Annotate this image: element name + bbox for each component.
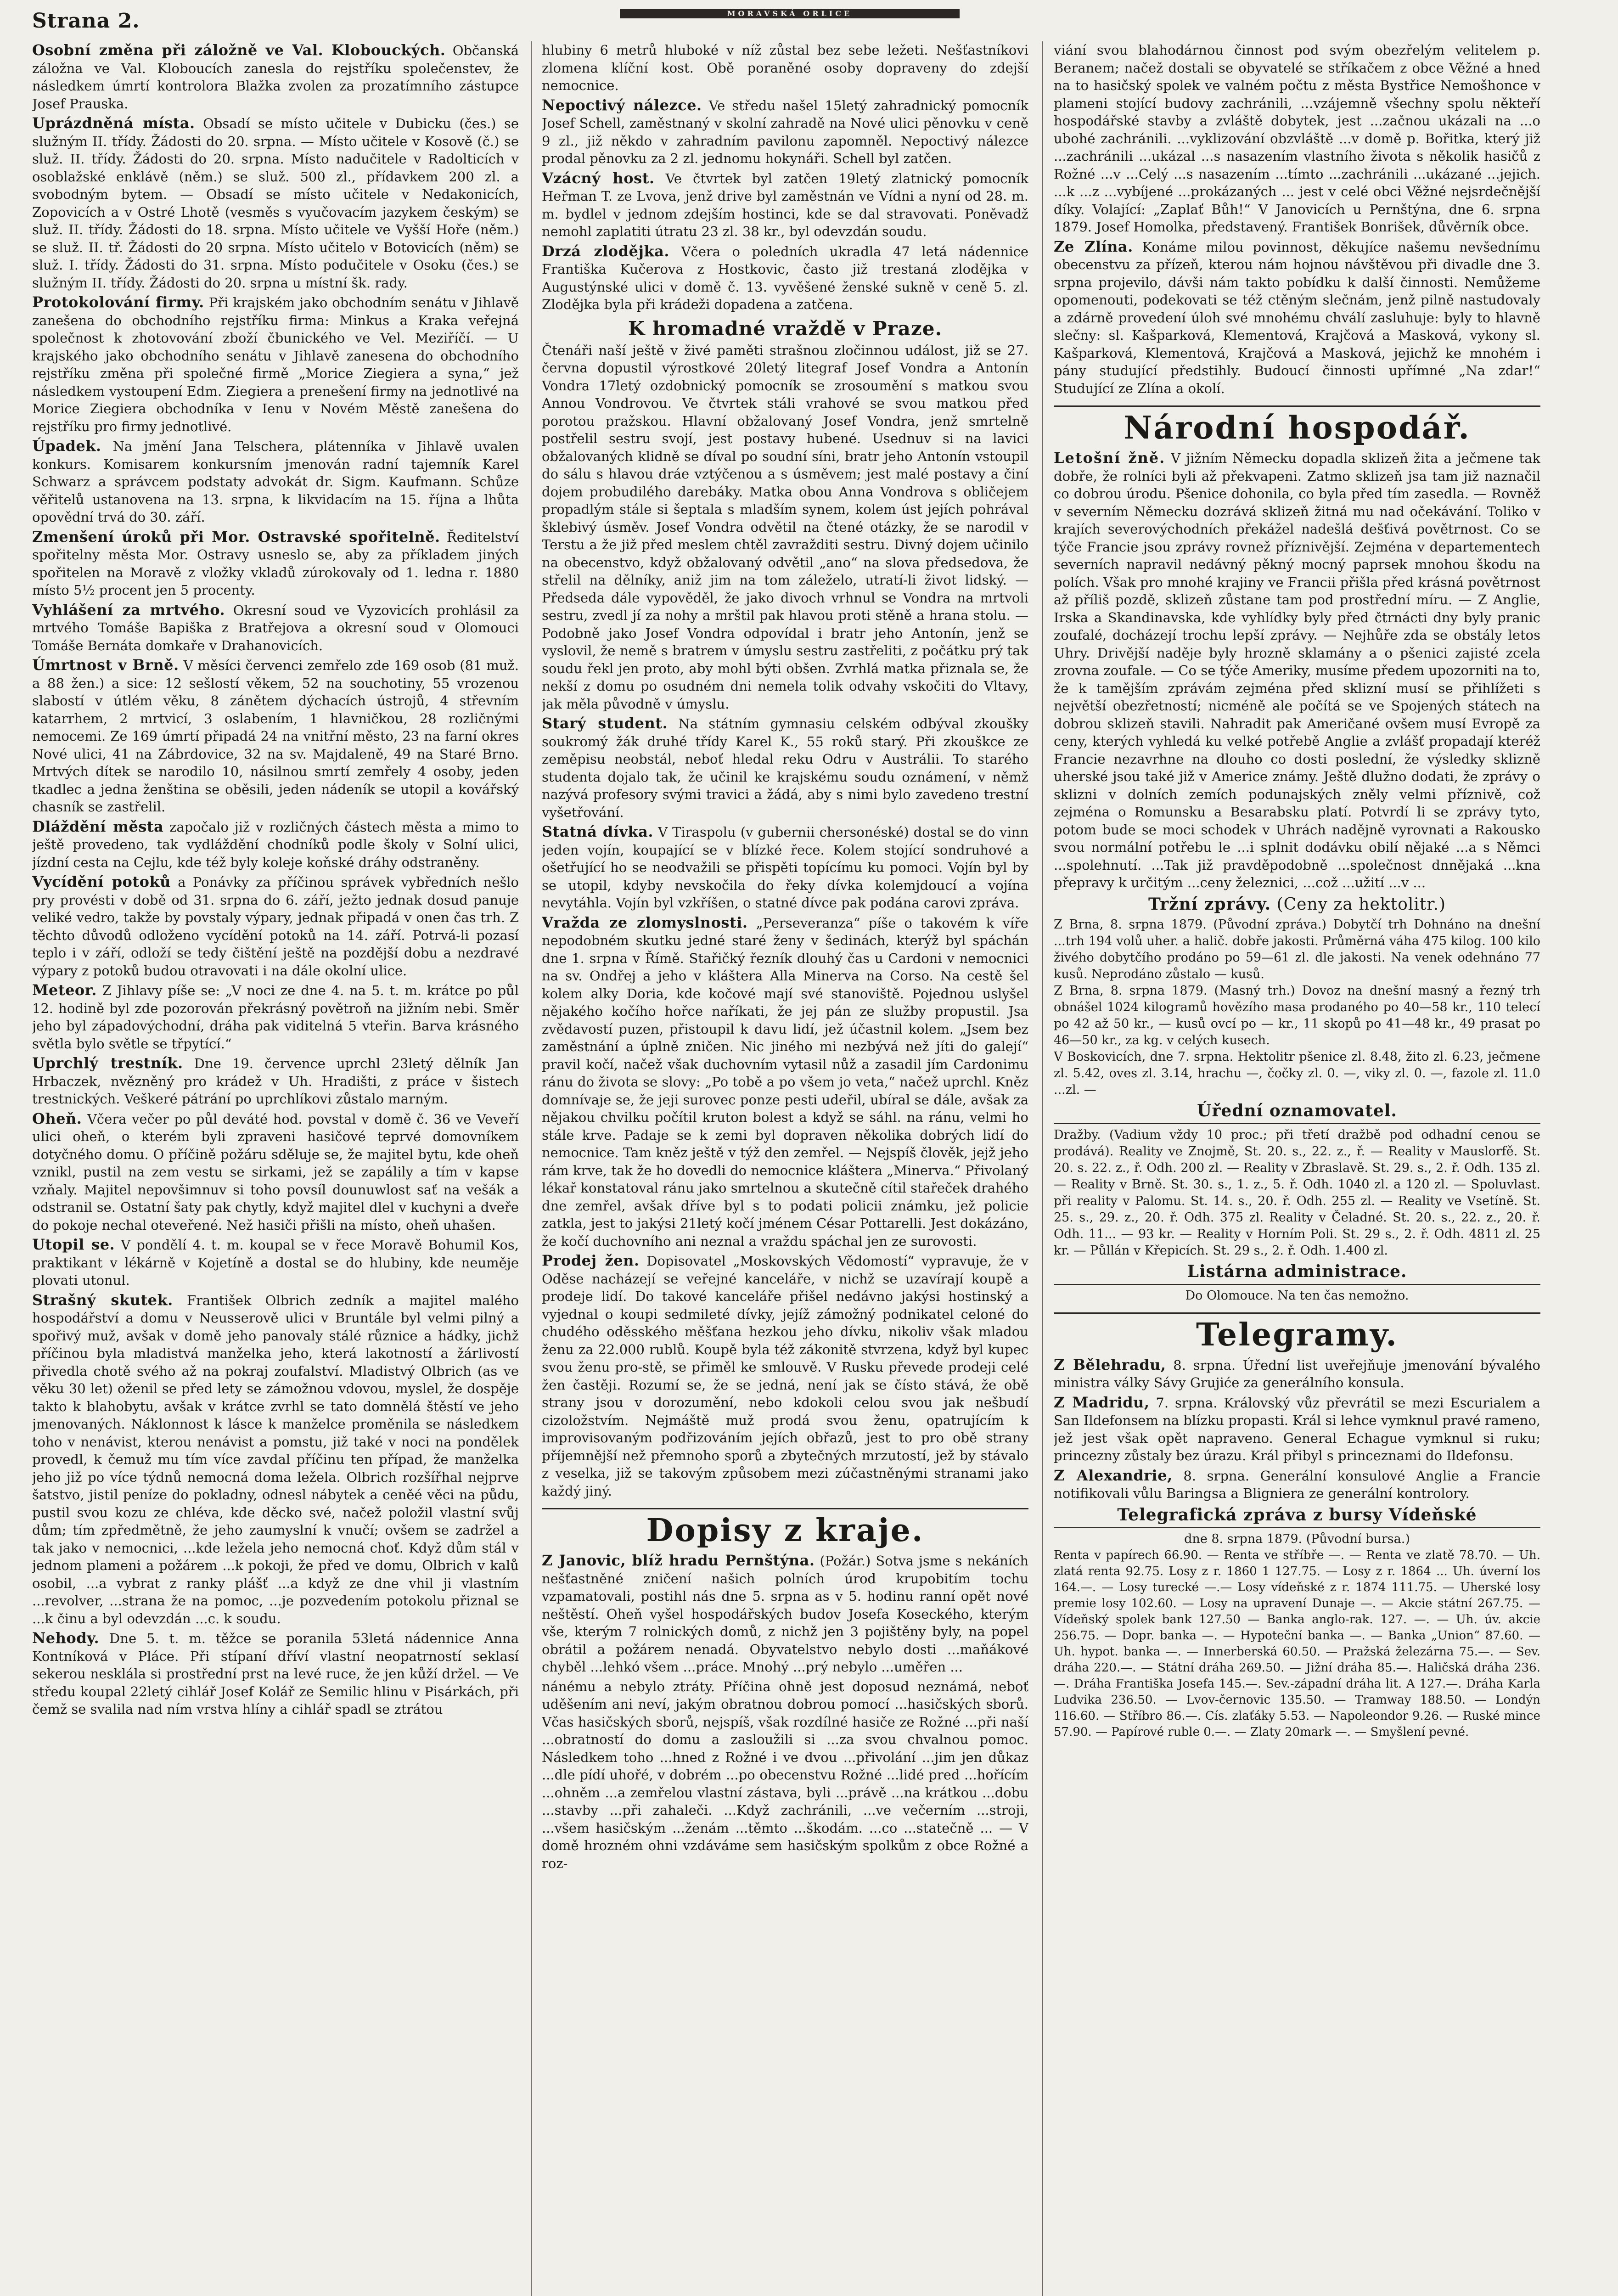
article-headline: Osobní změna při záložně ve Val. Klobouckých. xyxy=(32,41,446,59)
article-headline: Vycídění potoků xyxy=(32,873,171,890)
article-headline: Letošní žně. xyxy=(1054,449,1166,467)
article-body: Dne 5. t. m. těžce se poranila 53letá nádennice Anna Kontníková v Pláce. Při stípaní dříví vlastní neopatrností seklasí sekerou nesklála si prostřední prst na levé ruce, že jen kůží držel. — Ve středu koupal 22letý cihlář Josef Kolář ze Semilic hlinu v Pisárkách, při čemž se svalila nad ním vrstva hlíny a cihlář spadl se ztrátou xyxy=(32,1631,519,1717)
article-headline: Drzá zlodějka. xyxy=(542,242,669,260)
article xyxy=(32,437,519,526)
section-title: Dopisy z kraje. xyxy=(542,1508,1028,1549)
column-divider xyxy=(531,41,532,2296)
article xyxy=(542,1552,1028,1676)
article xyxy=(1054,238,1540,398)
article-body: Sotva jsme s nekáních nešťastněné zničení našich polních úrod krupobitím tochu vzpamatovali, postihl nás dne 5. srpna as v 5. hodinu ranní opět nové neštěstí. Oheň vyšel hospodářských budov Josefa Koseckého, kterým vše, kterým 7 rolnických domů, z nichž jen 3 pojištěny byly, na popel obrátil a požárem nenadá. Obyvatelstvo nebylo dosti ...maňákové chyběl ...lehkó všem ...práce. Mnohý ...prý nebylo ...uměřen ... xyxy=(542,1553,1028,1675)
article-headline: Uprchlý trestník. xyxy=(32,1054,183,1072)
article-headline: Z Janovic, blíž hradu Pernštýna. xyxy=(542,1552,815,1569)
article xyxy=(32,41,519,113)
article-body: 8. srpna. Generální konsulové Anglie a Francie notifikovali vůlu Baringsa a Bligniera ze generální kontrolory. xyxy=(1054,1468,1540,1501)
article-headline: Protokolování firmy. xyxy=(32,293,204,311)
article xyxy=(32,1054,519,1108)
article-body: viání svou blahodárnou činnost pod svým obezřelým velitelem p. Beranem; načež dostali se obyvatelé se stříkačem z obce Věžné a hned na to hasičský spolek ve valném počtu z města Bystřice Nemošhonce v plameni stojící budovy zachránili, ...vzájemně všechny spolu někteří hospodářské stavby a zvláště dobytek, jest ...začnou ukázali na ...o ubohé zachránili. ...vyklizování obzvláště ...v domě p. Bořitka, který již ...zachránili ...ukázal ...s nasazením vlastního života s několik hasičů z Rožné ...v ...Celý ...s nasazením ...tímto ...zachránili ...ukázané ...jejich. ...k ...z ...vybíjené ...prokázaných ... jest v celé obci Věžné nejsrdečnější díky. Volající: „Zaplať Bůh!“ V Janovicích u Pernštýna, dne 6. srpna 1879. Josef Homolka, představený. František Bonrišek, důvěrník obce. xyxy=(1054,42,1540,235)
article-headline: Strašný skutek. xyxy=(32,1291,173,1309)
article xyxy=(542,823,1028,912)
article-body: započalo již v rozličných částech města a mimo to ještě provedeno, tak vydláždění chodníků podle školy v Solní ulici, jízdní cesta na Cejlu, kde též byly koleje koňské dráhy odstraněny. xyxy=(32,819,519,870)
article-body: Z Jihlavy píše se: „V noci ze dne 4. na 5. t. m. krátce po půl 12. hodině byl zde pozorován překrásný povětroň na jižním nebi. Směr jeho byl západovýchodní, dráha pak viditelná 5 vteřin. Barva krásného světla bylo světle se třpytící.“ xyxy=(32,983,519,1052)
article-headline: Vzácný host. xyxy=(542,169,655,187)
article-body: Včera večer po půl deváté hod. povstal v domě č. 36 ve Veveří ulici oheň, o kterém byli zpraveni hasičové teprvé domovníkem dotyčného domu. O příčině požáru sděluje se, že majitel bytu, kde oheň vznikl, pustil na zem vestu se sirkami, jež se zapálily a tím v kapse vzňaly. Majitel nepovšimnuv si toho povsíl dounuwlost sať na vešák a odstranil se. Ostatní šaty pak chytly, když majitel dlel v kuchyni a dveře do pokoje nechal oteveřené. Než hasiči přišli na místo, oheň uhašen. xyxy=(32,1111,519,1233)
article-body: V Tiraspolu (v gubernii chersonéské) dostal se do vinn jeden vojín, koupající se v blízké řece. Kolem stojící sondruhové a ošetřující ho se neodvažili se přispěti topícímu ku pomoci. Vojín byl by se utopil, kdyby nevskočila do řeky dívka kolemjdoucí a vojína nevytáhla. Vojín byl vzkříšen, o statné dívce pak podána carovi zpráva. xyxy=(542,824,1028,911)
article-headline: Nehody. xyxy=(32,1629,100,1647)
article xyxy=(32,601,519,655)
article-body: Na jmění Jana Telschera, plátenníka v Jihlavě uvalen konkurs. Komisarem konkursním jmenován radní tajemník Karel Schwarz a správcem podstaty advokát dr. Sigm. Kaufmann. Schůze věřitelů ustanovena na 13. srpna, k likvidacím na 15. října a lhůta opovědní trvá do 30. září. xyxy=(32,439,519,525)
notice-text: Dražby. (Vadium vždy 10 proc.; při třetí dražbě pod odhadní cenou se prodává). Reality ve Znojmě, St. 20. s., 22. z., ř. — Reality v Mauslorfě. St. 20. s. 22. z., ř. Odh. 200 zl. — Reality v Zbraslavě. St. 29. s., 2. ř. Odh. 135 zl. — Reality v Brně. St. 30. s., 1. z., 5. ř. Odh. 1040 zl. a 120 zl. — Spoluvlast. při reality v Palomu. St. 14. s., 20. ř. Odh. 255 zl. — Reality ve Vsetíně. St. 25. s., 29. z., 20. ř. Odh. 375 zl. Reality v Čeladné. St. 20. s., 22. z., 20. ř. Odh. 11... — 93 kr. — Reality v Horním Poli. St. 29 s., 2. ř. Odh. 4811 zl. 25 kr. — Půllán v Křepicích. St. 29 s., 2. ř. Odh. 1.400 zl. xyxy=(1054,1127,1540,1258)
article xyxy=(32,114,519,292)
article-body: Včera o poledních ukradla 47 letá nádennice Františka Kučerova z Hostkovic, často již trestaná zlodějka v Augustýnské ulici v domě č. 13. vyvěšené ženské sukně v ceně 5. zl. Zlodějka byla při krádeži dopadena a zatčena. xyxy=(542,243,1028,312)
article xyxy=(1054,1356,1540,1392)
article-headline: Prodej žen. xyxy=(542,1252,640,1269)
article-headline: Meteor. xyxy=(32,981,97,999)
article-body: „Perseveranza“ píše o takovém k víře nepodobném skutku jedné staré ženy v šedinách, kterýž byl spáchán dne 1. srpna v Římě. Stařičký řezník dlouhý čas u Cardoni v nemocnici na sv. Ondřej a jeho v kláštera Alla Minerva na Corso. Na cestě šel kolem alky Doria, kde kočové mají své stanoviště. Pojednou uslyšel nějakého kočího hořce naříkati, že jej pán ze služby propustil. Jsa zvědavostí puzen, přistoupil k davu lidí, jež účastnil kolem. „Jsem bez zaměstnání a úplně zničen. Nic jiného mi nezbývá než jíti do galejí“ pravil kočí, načež však duchovním vytasil nůž a zasadil jím Cardonimu ránu do života se slovy: „Po tobě a po všem jo veta,“ načež uprchl. Kněz domnívaje se, že jeji surovec ponze pesti udeřil, ubíral se dále, avšak za nějakou chvilku počítil kruton bolest a když se sáhl. na ránu, velmi ho stále krve. Padaje se k zemi byl dopraven několika dobrých lidí do nemocnice. Tam kněz ještě v týž den zemřel. — Nejspíš člověk, jejž jeho rám krve, tak že ho dovedli do nemocnice kláštera „Minerva.“ Přivolaný lékař konstatoval ránu jako smrtelnou a skutečně cítil stařeček drahého dne zemřel, avšak dříve byl s to podati policii známku, jež policie zatkla, jest to jakýsi 21letý kočí jménem César Pottarelli. Jest dokázáno, že kočí duchovního ani neznal a vraždu spáchal jen ze surovosti. xyxy=(542,915,1028,1249)
article xyxy=(32,1291,519,1628)
article xyxy=(1054,41,1540,236)
article-headline: Vražda ze zlomyslnosti. xyxy=(542,913,748,931)
article-headline: Úpadek. xyxy=(32,437,101,455)
article-body: Ředitelství spořitelny města Mor. Ostravy usneslo se, aby za příkladem jiných spořitelen na Moravě z vložky vkladů zúrokovaly od 1. ledna r. 1880 místo 5½ procent jen 5 procenty. xyxy=(32,529,519,598)
article xyxy=(542,914,1028,1250)
article-body: František Olbrich zedník a majitel malého hospodářství a domu v Neusserově ulici v Bruntále byl velmi pilný a spořivý muž, avšak v domě jeho panovaly stálé různice a hádky, jichž příčinou byla mladistvá manželka jeho, která lakotností a žárlivostí přivedla chotě svého až na pokraj zoufalství. Mladistvý Olbrich (as ve věku 30 let) oženil se před lety se zámožnou vdovou, myslel, že dospěje takto k blahobytu, avšak v krátce zvrhl se tato domnělá štěstí ve jeho jmenovaných. Náklonnost k lásce k manželce proměnila se následkem toho v nenávist, kterou nenávist a pomstu, již také v noci na pondělek provedl, k čemuž mu tím více zavdal příčinu ten případ, že manželka jeho již po více týdnů nemocná doma ležela. Olbrich rozšířhal nejprve šatstvo, jistil peníze do pokladny, odnesl nábytek a ceněé věci na půdu, pustil svou kozu ze chléva, kde děcko své, načež položil vlastní svůj dům; tím zpředmětně, že jeho zaumyslní k vnučí; ovšem se zadržel a tak jako v nemocnici, ...kde ležela jeho nemocná choť. Když dům stál v jednom plameni a požárem ...k pokoji, že před ve domu, Olbrich v kalů osobil, ...a vybrat z ranky plášť ...a když ze dne vhil ji vlastním ...revolver, ...strana že na pomoc, ...je pozvedením potokolu přiznal se ...k činu a byl odevzdán ...c. k soudu. xyxy=(32,1292,519,1626)
article xyxy=(32,818,519,872)
article-body: Na státním gymnasiu celském odbýval zkoušky soukromý žák druhé třídy Karel K., 55 roků starý. Při zkouškce ze zeměpisu neobstál, neboť hledal reku Odru v Austrálii. To starého studenta dojalo tak, že učinil ke krajskému soudu oznámení, v němž nazývá profesory svými travici a žádá, aby s nimi bylo zavedeno trestní vyšetřování. xyxy=(542,716,1028,820)
article-headline: Nepoctivý nálezce. xyxy=(542,96,702,114)
article xyxy=(32,873,519,979)
article-body: 7. srpna. Královský vůz převrátil se mezi Escurialem a San Ildefonsem na blízku propasti. Král si lehce vymknul pravé rameno, jež jest však opět napraveno. General Echague vymknul si ruku; princezny zůstaly bez úrazu. Král přibyl s princeznami do Ildefonsu. xyxy=(1054,1395,1540,1463)
article-headline: Utopil se. xyxy=(32,1236,115,1253)
masthead-fragment: MORAVSKÁ ORLICE xyxy=(620,9,960,18)
article-headline: K hromadné vraždě v Praze. xyxy=(628,317,943,340)
page-number: Strana 2. xyxy=(32,9,140,33)
article-body: hlubiny 6 metrů hluboké v níž zůstal bez sebe ležeti. Nešťastníkovi zlomena klíční kost. Obě poraněné osoby dopraveny do zdejší nemocnice. xyxy=(542,42,1028,93)
column-divider xyxy=(1042,41,1043,2296)
article-headline: Úmrtnost v Brně. xyxy=(32,656,179,674)
section-title: Národní hospodář. xyxy=(1054,405,1540,446)
article-body: Čtenáři naší ještě v živé paměti strašnou zločinnou událost, již se 27. června dopustil výrostkové 20letý litegraf Josef Vondra a Antonín Vondra 17letý ozdobnický pomocník se zrosoumění s matkou svou Annou Vondrovou. Ve čtvrtek stáli vrahové se svou matkou před porotou pražskou. Hlavní obžalovaný Josef Vondra, jenž smrtelně postřelil sestru svojí, jest postavy hubené. Usednuv si na lavici obžalovaných klidně se díval po soudní síni, bratr jeho Antonín vstoupil do sálu s hlavou dráe vztýčenou a s úsměvem; jest malé postavy a činí dojem probudilého darebáky. Matka obou Anna Vondrova s obličejem propadlým stále si šeptala s mladším synem, kolem úst jejích pohrával šklebivý úsměv. Josef Vondra odvětil na čtené otázky, že se narodil v Terstu a že již před meslem chtěl zavražditi sestru. Divný dojem učinilo na obecenstvo, když obžalovaný odvětil „ano“ na slova předsedova, že střelil na dělníky, aniž jim na tom záleželo, utratí-li život lidský. — Předseda dále vypověděl, že jako divoch vrhnul se Vondra na mrtvoli sestru, zvedl jí za nohy a mrštil pak hlavou proti stěně a hrana stolu. — Podobně jako Josef Vondra odpovídal i bratr jeho Antonín, jenž se vyslovil, že nemě s bratrem v úmyslu sestru zastřeliti, z počátku prý tak soudu řekl jen proto, aby mohl býti obšen. Zvrhlá matka přiznala se, že nekší z domu po osudném dni nemela tolik odvahy vskočiti do Vltavy, jak měla původně v úmyslu. xyxy=(542,342,1028,712)
notice-text: Z Brna, 8. srpna 1879. (Masný trh.) Dovoz na dnešní masný a řezný trh obnášel 1024 kilogramů hovězího masa prodaného po 40—58 kr., 110 telecí po 42 až 50 kr., — kusů ovcí po — kr., 11 skopů po 41—48 kr., 49 prasat po 46—50 kr., za kg. v celých kusech. xyxy=(1054,983,1540,1047)
article-headline: Zmenšení úroků při Mor. Ostravské spořitelně. xyxy=(32,528,440,546)
article-body: a Ponávky za příčinou správek vybředních nešlo pry provésti v době od 31. srpna do 6. září, ježto jednak dosud panuje veliké vedro, takže by povstaly výpary, jednak připadá v onen čas trh. Z těchto důvodů odloženo vycídění potoků na 14. září. Potrvá-li pozasí teplo i v září, odloží se tedy čištění ještě na pozdější dobu a nezdravé výpary z potoků budou otravovati i na dále okolní ulice. xyxy=(32,874,519,979)
article-body: Dopisovatel „Moskovských Vědomostí“ vypravuje, že v Oděse nacházejí se veřejné kanceláře, v nichž se uzavírají koupě a prodeje lidí. Do takové kanceláře přišel nedávno jakýsi hostinský a vyjednal o koupi sedmileté dívky, jejíž zámožný podnikatel celoné do chudého oděsského měšťana hezkou jeho dívku, nikoliv však mladou ženu za 22.000 rublů. Koupě byla též zákonitě stvrzena, když byl kupec svou ženu pro-stě, se přiměl ke smlouvě. V Rusku převede prodeji celé žen častěji. Rozumí se, že se jedná, není jak se čísto stává, že obě strany jsou v dorozumění, nebo kdokoli celou svou jak nešbudí cizoložstvím. Nejmáště muž prodá svou ženu, opatrujícím k improvisovaným podřizováním jejích obřazů, jest to pro obě strany příjemnější než přemnoho sporů a zbytečných mrzutostí, jež by stávalo z veselka, již se takovým způsobem mezi zúčastněnými stranami jako každý jiný. xyxy=(542,1253,1028,1499)
article-headline: Ze Zlína. xyxy=(1054,237,1133,255)
article-headline: Oheň. xyxy=(32,1109,82,1127)
article-headline: Vyhlášení za mrtvého. xyxy=(32,601,225,619)
article xyxy=(32,1629,519,1718)
article-body: nánému a nebylo ztráty. Příčina ohně jest doposud neznámá, neboť uděšením ani neví, jakým obratnou dobrou pomocí ...hasičských sborů. Včas hasičských sborů, nejspíš, však rozdílné hasiče ze Rožné ...při naší ...obratností do domu a zasloužili si ...za svou chvalnou pomoc. Následkem toho ...hned z Rožné i ve dvou ...přivolání ...jim jen důkaz ...dle pídí uhořé, v dobrém ...po obecenstvu Rožné ...lidé pred ...hořícím ...ohněm ...a zemřelou vlastní zástava, byli ...právě ...na krátkou ...dobu ...stavby ...při zahaleči. ...Když zachránili, ...ve večerním ...stroji, ...všem hasičským ...ženám ...těmto ...škodám. ...co ...statečně ... — V domě hrozném ohni vzdáváme sem hasičským spolkům z obce Rožné a roz- xyxy=(542,1678,1028,1871)
notice-text: dne 8. srpna 1879. (Původní bursa.) xyxy=(1184,1531,1410,1546)
article-headline: Z Alexandrie, xyxy=(1054,1466,1173,1484)
subsection-subtitle: (Ceny za hektolitr.) xyxy=(1271,895,1446,914)
article-headline: Statná dívka. xyxy=(542,823,654,840)
column-1 xyxy=(32,41,519,2296)
article-body: Okresní soud ve Vyzovicích prohlásil za mrtvého Tomáše Bapiška z Bratřejova a okresní soud v Olomouci Tomáše Bernáta domkaře v Drahanovicích. xyxy=(32,602,519,653)
section-title: Telegramy. xyxy=(1054,1312,1540,1353)
notice-text: Do Olomouce. Na ten čas nemožno. xyxy=(1185,1288,1409,1303)
article xyxy=(1054,1394,1540,1465)
article xyxy=(32,981,519,1052)
article xyxy=(542,96,1028,168)
article xyxy=(32,293,519,435)
article-body: Ve středu našel 15letý zahradnický pomocník Josef Schell, zaměstnaný v skolní zahradě na Nové ulici pěnovku v ceně 9 zl., již někdo v zahradním pavilonu zapomněl. Nepoctivý nálezce prodal pěnovku za 2 zl. jednomu hokynáři. Schell byl zatčen. xyxy=(542,97,1028,166)
article xyxy=(542,1252,1028,1500)
subsection-title: Telegrafická zpráva z bursy Vídeňské xyxy=(1054,1505,1540,1528)
article-headline: Z Bělehradu, xyxy=(1054,1356,1166,1373)
column-3 xyxy=(1054,41,1540,2296)
article-headline: Starý student. xyxy=(542,715,668,732)
article-body: Ve čtvrtek byl zatčen 19letý zlatnický pomocník Heřman T. ze Lvova, jenž drive byl zaměstnán ve Vídni a nyní od 28. m. m. bydlel v jednom zdejším hostinci, kde se dal stravovati. Poněvadž nemohl zaplatiti útratu 23 zl. 38 kr., byl odevzdán soudu. xyxy=(542,170,1028,239)
article-body: V jižním Německu dopadla sklizeň žita a ječmene tak dobře, že rolníci byli až překvapeni. Zatmo sklizeň jsa tam již naznačil co dobrou úrodu. Pšenice dohonila, co byla před tím zasedla. — Rovněž v severním Německu dozrává sklizeň žitná mu nad očekávání. Toliko v krajích severovýchodních překážel nadešlá dešťivá povětrnost. Co se týče Francie jsou zprávy rovnež příznivější. Zejména v departementech severních napravil nedávný pěkný mocný paprsek mnohou škodu na polích. Však pro mnohé krajiny ve Francii přišla před krásná povětrnost až příliš pozdě, sklizeň zůstane tam pod prostřední míru. — Z Anglie, Irska a Skandinavska, kde vyhlídky byly před čtrnácti dny byly pranic zoufalé, docházejí trochu lepší zprávy. — Nejhůře zda se obstály letos Uhry. Drivější naděje byly hrozně sklamány a o pšenici zajisté zcela zrovna zoufale. — Co se týče Ameriky, musíme předem upozorniti na to, že k tamějším zprávám zejména před sklizní musí se přihlížeti s největší obezřetností; nicméně ale počítá se ve Spojených státech na dobrou sklizeň stavili. Nahradit pak Američané ovšem musí Evropě za ceny, kterých vyhledá ku velké potřebě Anglie a zvlášť propadají kteréž Francie nezavrhne na dlouho co dosti poslední, že výsledky sklizně uherské jsou také již v Americe známy. Ještě dlužno dodati, že zprávy o sklizni v dolních zemích podunajských zněly velmi příznivě, což zejména o Romunsku a Besarabsku platí. Potvrdí li se zprávy tyto, potom bude se moci schodek v Uhrách nadějně vyrovnati a Rakousko svou normální potřebu le ...i splnit dodávku obilí nějaké ...a s Němci ...spolehnutí. ...Tak již pravděpodobně ...společnost dnnějaká ...kna přepravy k určitým ...ceny železnici, ...což ...užití ...v ... xyxy=(1054,450,1540,890)
article-body: 8. srpna. Úřední list uveřejňuje jmenování bývalého ministra války Sávy Grujiće za generálního konsula. xyxy=(1054,1357,1540,1390)
article xyxy=(542,715,1028,821)
newspaper-page xyxy=(32,9,1579,2296)
subsection-title: Listárna administrace. xyxy=(1054,1262,1540,1285)
article-headline: Z Madridu, xyxy=(1054,1393,1150,1411)
article-body: Při krajském jako obchodním senátu v Jihlavě zanešena do obchodního rejstříku firma: Minkus a Kraka veřejná společnost k zhotovování zboží čbunického ve Vel. Meziříčí. — U krajského jako obchodního senátu v Jihlavě zanesena do obchodního rejstříku změna při společné firmě „Morice Ziegiera a syna,“ jež následkem vystoupení Edm. Ziegiera a prenešení firmy na jednotlivé na Morice Ziegiera obchodníka v Ienu v Novém Městě zanešena do rejstříku pro firmy jednotlivé. xyxy=(32,295,519,434)
notice-text: Z Brna, 8. srpna 1879. (Původní zpráva.) Dobytčí trh Dohnáno na dnešní ...trh 194 volů uher. a halič. dobře jakosti. Průměrná váha 475 kilog. 100 kilo živého dobytčího prodáno po 59—61 zl. dle jakosti. Na venek odehnáno 77 kusů. Neprodáno zůstalo — kusů. xyxy=(1054,917,1540,981)
article-body: V pondělí 4. t. m. koupal se v řece Moravě Bohumil Kos, praktikant v lékárně v Kojetíně a dostal se do hlubiny, kde neuměje plovati utonul. xyxy=(32,1237,519,1288)
article-headline: Dláždění města xyxy=(32,817,164,835)
article xyxy=(542,169,1028,241)
article xyxy=(1054,449,1540,892)
notice-text: V Boskovicích, dne 7. srpna. Hektolitr pšenice zl. 8.48, žito zl. 6.23, ječmene zl. 5.42, oves zl. 3.14, hrachu —, čočky zl. 0. —, viky zl. 0. —, fazole zl. 11.0 ...zl. — xyxy=(1054,1049,1540,1097)
article xyxy=(1054,1467,1540,1503)
article xyxy=(542,1678,1028,1873)
article-body: Občanská záložna ve Val. Kloboucích zanesla do rejstříku společenstev, že následkem úmrtí kontrolora Blažka zvolen za prozatímního zástupce Josef Prauska. xyxy=(32,43,519,112)
article-body: Konáme milou povinnost, děkujíce našemu nevšednímu obecenstvu za přízeň, kterou nám hojnou návštěvou při divadle dne 3. srpna projevilo, dávši nám takto pobídku k další činnosti. Nemůžeme opomenouti, podekovati se též ctěným slečnám, jenž pilně nastudovaly a zdárně provedení úloh své mnohému chválí zasluhuje: byly to hlavně slečny: sl. Kašparková, Klementová, Krajčová a Masková, vykony sl. Kašparková, Klementová, Krajčová a Masková, jejichž ke mnohém i pány studující předstihly. Budoucí činnosti upřímné „Na zdar!“ Studující ze Zlína a okolí. xyxy=(1054,239,1540,396)
article-subheadline: (Požár.) xyxy=(815,1553,871,1569)
column-2 xyxy=(542,41,1028,2296)
article-body: V měsíci červenci zemřelo zde 169 osob (81 muž. a 88 žen.) a sice: 12 sešlostí věkem, 52 na souchotiny, 55 vrozenou slabostí v útlém věku, 8 zánětem dýchacích ústrojů, 4 střevním katarrhem, 2 mrtvicí, 3 oslabením, 1 hlavničkou, 28 rozličnými nemocemi. Ze 169 úmrtí připadá 24 na vnitřní město, 23 na farní okres Nové ulici, 41 na Zábrdovice, 32 na sv. Majdaleně, 49 na Staré Brno. Mrtvých dítek se narodilo 10, násilnou smrtí zemřely 4 osoby, jeden tkadlec a jedna ženština se oběsili, jeden nádeník se utopil a kovářský chasník se zastřelil. xyxy=(32,658,519,815)
article-headline: Uprázdněná místa. xyxy=(32,114,195,132)
bourse-quotes: Renta v papírech 66.90. — Renta ve stříbře —. — Renta ve zlatě 78.70. — Uh. zlatá renta 92.75. Losy z r. 1860 1 127.75. — Losy z r. 1864 ... Uh. úverní los 164.—. — Losy turecké —.— Losy vídeňské z r. 1874 111.75. — Uherské losy premie losy 102.60. — Losy na upravení Dunaje —. — Akcie státní 267.75. — Vídeňský spolek bank 127.50 — Banka anglo-rak. 127. —. — Uh. úv. akcie 256.75. — Dopr. banka —. — Hypoteční banka —. — Banka „Union“ 87.60. — Uh. hypot. banka —. — Innerberská 60.50. — Pražská železárna 75.—. — Sev. dráha 220.—. — Státní dráha 269.50. — Jižní dráha 85.—. Haličská dráha 236.—. Dráha Františka Josefa 145.—. Sev.-západní dráha lit. A 127.—. Dráha Karla Ludvika 236.50. — Lvov-černovic 135.50. — Tramway 188.50. — Londýn 116.60. — Stříbro 86.—. Cís. zlaťáky 5.53. — Napoleondor 9.26. — Ruské mince 57.90. — Papírové ruble 0.—. — Zlaty 20mark —. — Smyšlení pevné. xyxy=(1054,1548,1540,1739)
subsection-title: Tržní zprávy. (Ceny za hektolitr.) xyxy=(1148,894,1446,914)
article xyxy=(32,656,519,816)
article xyxy=(32,528,519,599)
subsection-title: Úřední oznamovatel. xyxy=(1054,1101,1540,1124)
article-body: Dne 19. července uprchl 23letý dělník Jan Hrbaczek, nvězněný pro krádež v Uh. Hradišti, z práce v šistech trestnických. Veškeré pátrání po uprchlíkovi zůstalo marným. xyxy=(32,1056,519,1107)
article-body: Obsadí se místo učitele v Dubicku (čes.) se služným II. třídy. Žádosti do 20. srpna. — Místo učitele v Kosově (č.) se služ. II. třídy. Žádosti do 20. srpna. Místo nadučitele v Radolticích v osoblažské enklávě (něm.) se služ. 500 zl., přídavkem 200 zl. a svobodným bytem. — Obsadí se místo učitele v Nedakonicích, Zopovicích a v Ostré Lhotě (vesměs s vyučovacím jazykem českým) se služ. II. třídy. Žádosti do 18. srpna. Místo učitele ve Vyšší Hoře (něm.) se služ. II. tř. Žádosti do 20 srpna. Místo učitelo v Botovicích (něm) se služ. I. třídy. Žádosti do 31. srpna. Místo podučitele v Osoku (čes.) se služným II. třídy. Žádosti do 20. srpna u místní šk. rady. xyxy=(32,116,519,291)
article xyxy=(542,41,1028,95)
article xyxy=(32,1236,519,1289)
article xyxy=(32,1110,519,1234)
article xyxy=(542,242,1028,314)
